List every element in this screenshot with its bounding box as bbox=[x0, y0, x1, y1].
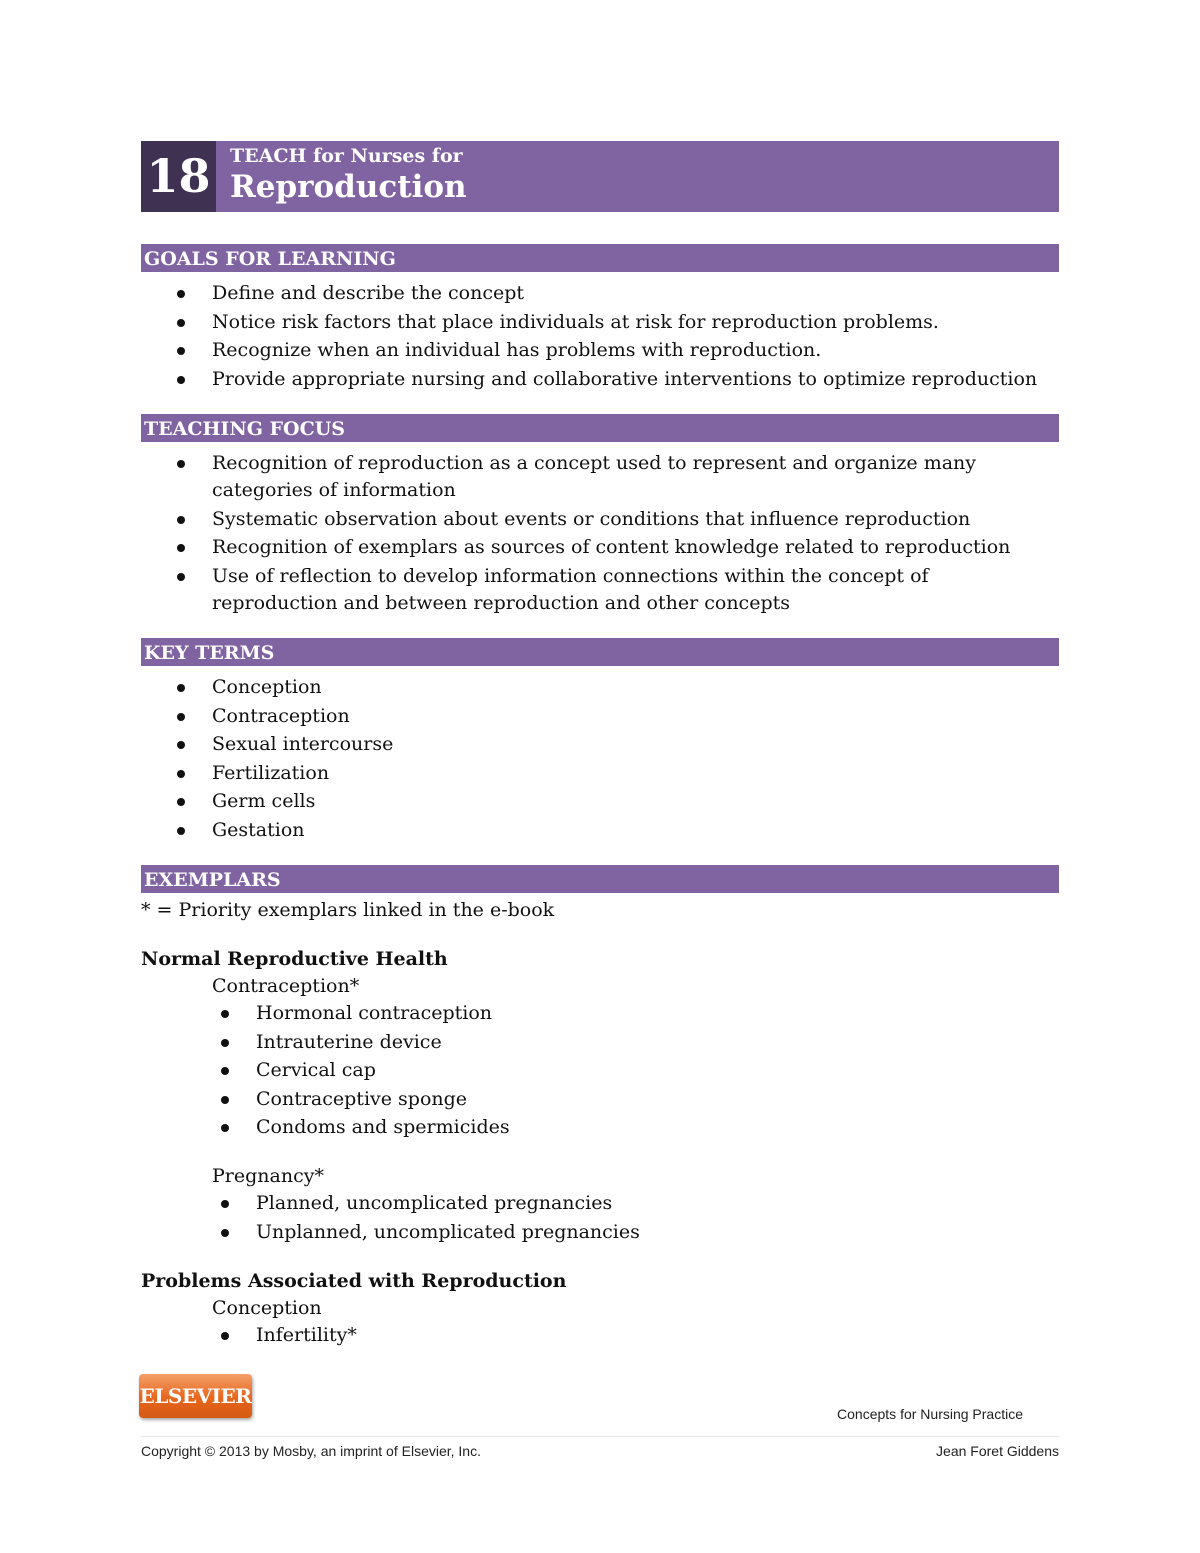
elsevier-logo: ELSEVIER bbox=[139, 1374, 252, 1418]
contraception-list bbox=[141, 1000, 1059, 1141]
book-title: Concepts for Nursing Practice bbox=[837, 1406, 1023, 1422]
list-item: Systematic observation about events or conditions that influence reproduction bbox=[141, 506, 1059, 533]
author: Jean Foret Giddens bbox=[936, 1443, 1059, 1459]
chapter-title: Reproduction bbox=[230, 169, 467, 205]
list-item: Recognition of exemplars as sources of content knowledge related to reproduction bbox=[141, 534, 1059, 561]
goals-list bbox=[141, 280, 1059, 393]
key-terms-list bbox=[141, 674, 1059, 844]
list-item: Contraception bbox=[141, 703, 1059, 730]
key-terms-heading: KEY TERMS bbox=[141, 638, 1059, 666]
pregnancy-label: Pregnancy* bbox=[212, 1165, 324, 1187]
list-item: Recognition of reproduction as a concept used to represent and organize many categories of information bbox=[141, 450, 1059, 504]
list-item: Provide appropriate nursing and collaborative interventions to optimize reproduction bbox=[141, 366, 1059, 393]
normal-health-heading: Normal Reproductive Health bbox=[141, 948, 448, 970]
list-item: Cervical cap bbox=[141, 1057, 1059, 1084]
exemplars-note: * = Priority exemplars linked in the e-book bbox=[141, 899, 555, 921]
document-page bbox=[141, 141, 1059, 1350]
pregnancy-list bbox=[141, 1190, 1059, 1246]
list-item: Sexual intercourse bbox=[141, 731, 1059, 758]
list-item: Planned, uncomplicated pregnancies bbox=[141, 1190, 1059, 1217]
conception-label: Conception bbox=[212, 1296, 322, 1319]
conception-list bbox=[141, 1322, 1059, 1349]
list-item: Intrauterine device bbox=[141, 1029, 1059, 1056]
problems-heading: Problems Associated with Reproduction bbox=[141, 1269, 567, 1292]
contraception-label: Contraception* bbox=[212, 975, 360, 997]
list-item: Gestation bbox=[141, 817, 1059, 844]
chapter-kicker: TEACH for Nurses for bbox=[230, 145, 463, 167]
list-item: Germ cells bbox=[141, 788, 1059, 815]
footer-divider bbox=[141, 1436, 1059, 1437]
exemplars-heading: EXEMPLARS bbox=[141, 865, 1059, 893]
list-item: Fertilization bbox=[141, 760, 1059, 787]
chapter-number: 18 bbox=[141, 141, 216, 212]
list-item: Conception bbox=[141, 674, 1059, 701]
chapter-header bbox=[141, 141, 1059, 212]
list-item: Notice risk factors that place individuals at risk for reproduction problems. bbox=[141, 309, 1059, 336]
list-item: Define and describe the concept bbox=[141, 280, 1059, 307]
list-item: Unplanned, uncomplicated pregnancies bbox=[141, 1219, 1059, 1246]
list-item: Use of reflection to develop information connections within the concept of reproduction and between reproduction and other concepts bbox=[141, 563, 1059, 617]
teaching-focus-list bbox=[141, 450, 1059, 617]
goals-heading: GOALS FOR LEARNING bbox=[141, 244, 1059, 272]
list-item: Contraceptive sponge bbox=[141, 1086, 1059, 1113]
copyright: Copyright © 2013 by Mosby, an imprint of Elsevier, Inc. bbox=[141, 1443, 481, 1459]
list-item: Condoms and spermicides bbox=[141, 1114, 1059, 1141]
list-item: Hormonal contraception bbox=[141, 1000, 1059, 1027]
chapter-titles bbox=[216, 141, 467, 212]
list-item: Recognize when an individual has problems with reproduction. bbox=[141, 337, 1059, 364]
teaching-focus-heading: TEACHING FOCUS bbox=[141, 414, 1059, 442]
list-item: Infertility* bbox=[141, 1322, 1059, 1349]
